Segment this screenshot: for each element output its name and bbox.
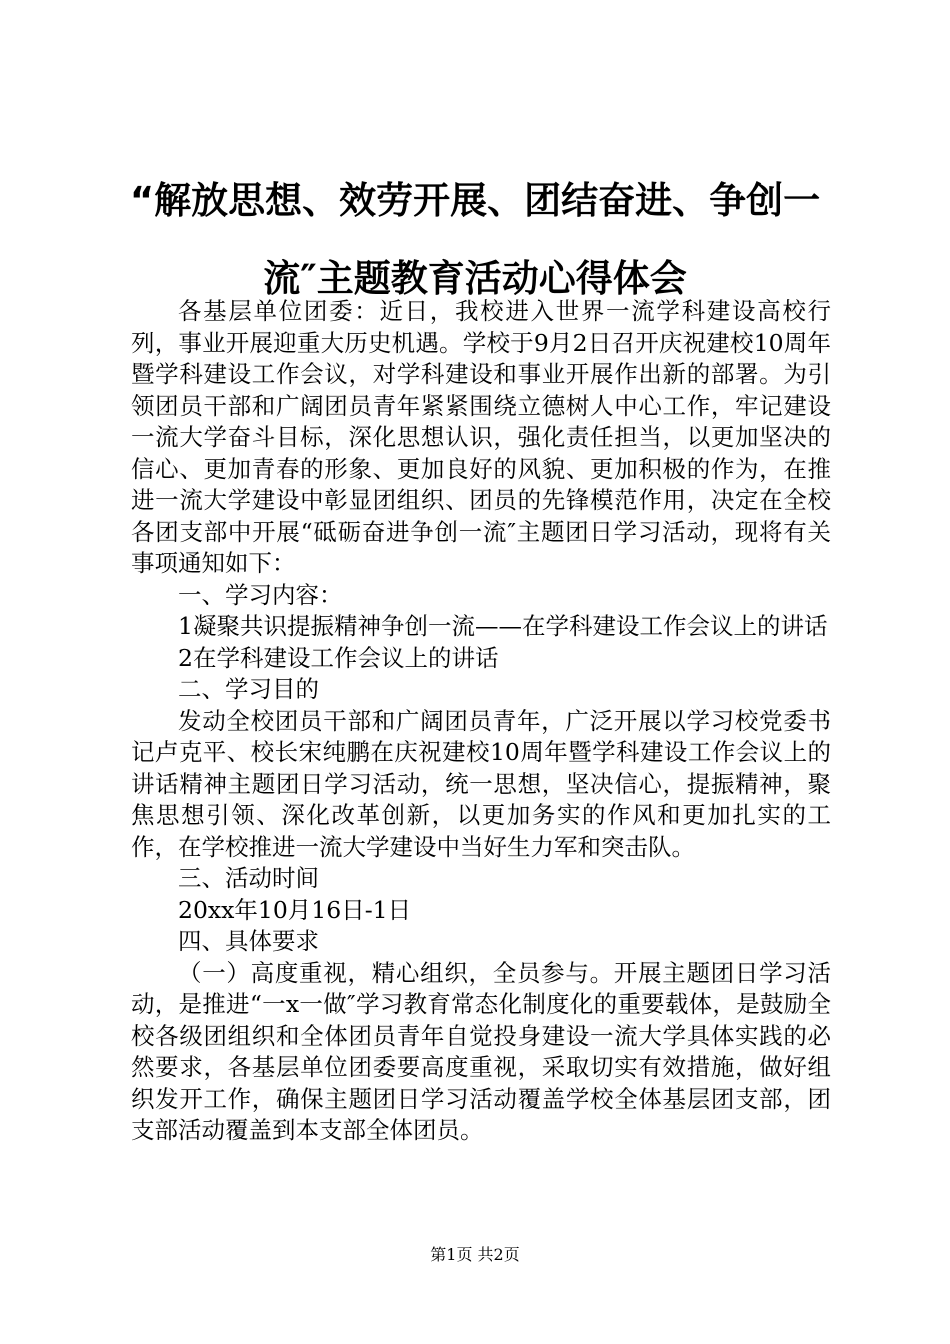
paragraph-intro: 各基层单位团委：近日，我校进入世界一流学科建设高校行列，事业开展迎重大历史机遇。学校于9月2日召开庆祝建校10周年暨学科建设工作会议，对学科建设和事业开展作出新的部署。为引领团员干部和广阔团员青年紧紧围绕立德树人中心工作，牢记建设一流大学奋斗目标，深化思想认识，强化责任担当，以更加坚决的信心、更加青春的形象、更加良好的风貌、更加积极的作为，在推进一流大学建设中彰显团组织、团员的先锋模范作用，决定在全校各团支部中开展“砥砺奋进争创一流″主题团日学习活动，现将有关事项通知如下： [131,297,831,577]
section-heading-time: 三、活动时间 [178,864,319,892]
section-heading-requirements: 四、具体要求 [178,927,319,955]
paragraph-requirement-1: （一）高度重视，精心组织，全员参与。开展主题团日学习活动，是推进“一x一做″学习教育常态化制度化的重要载体，是鼓励全校各级团组织和全体团员青年自觉投身建设一流大学具体实践的必然要求，各基层单位团委要高度重视，采取切实有效措施，做好组织发开工作，确保主题团日学习活动覆盖学校全体基层团支部，团支部活动覆盖到本支部全体团员。 [131,958,831,1144]
title-line-2: 流″主题教育活动心得体会 [263,257,687,300]
content-item-2: 2在学科建设工作会议上的讲话 [178,643,499,672]
document-body [131,296,831,1147]
content-item-1: 1凝聚共识提振精神争创一流——在学科建设工作会议上的讲话 [178,612,828,640]
page-footer: 第1页 共2页 [430,1245,520,1264]
document-title [118,162,832,318]
activity-date: 20xx年10月16日-1日 [178,895,412,924]
title-line-1: “解放思想、效劳开展、团结奋进、争创一 [129,179,821,222]
section-heading-content: 一、学习内容： [178,580,343,609]
paragraph-purpose: 发动全校团员干部和广阔团员青年，广泛开展以学习校党委书记卢克平、校长宋纯鹏在庆祝建校10周年暨学科建设工作会议上的讲话精神主题团日学习活动，统一思想，坚决信心，提振精神，聚焦思想引领、深化改革创新，以更加务实的作风和更加扎实的工作，在学校推进一流大学建设中当好生力军和突击队。 [131,706,831,861]
section-heading-purpose: 二、学习目的 [178,675,319,703]
